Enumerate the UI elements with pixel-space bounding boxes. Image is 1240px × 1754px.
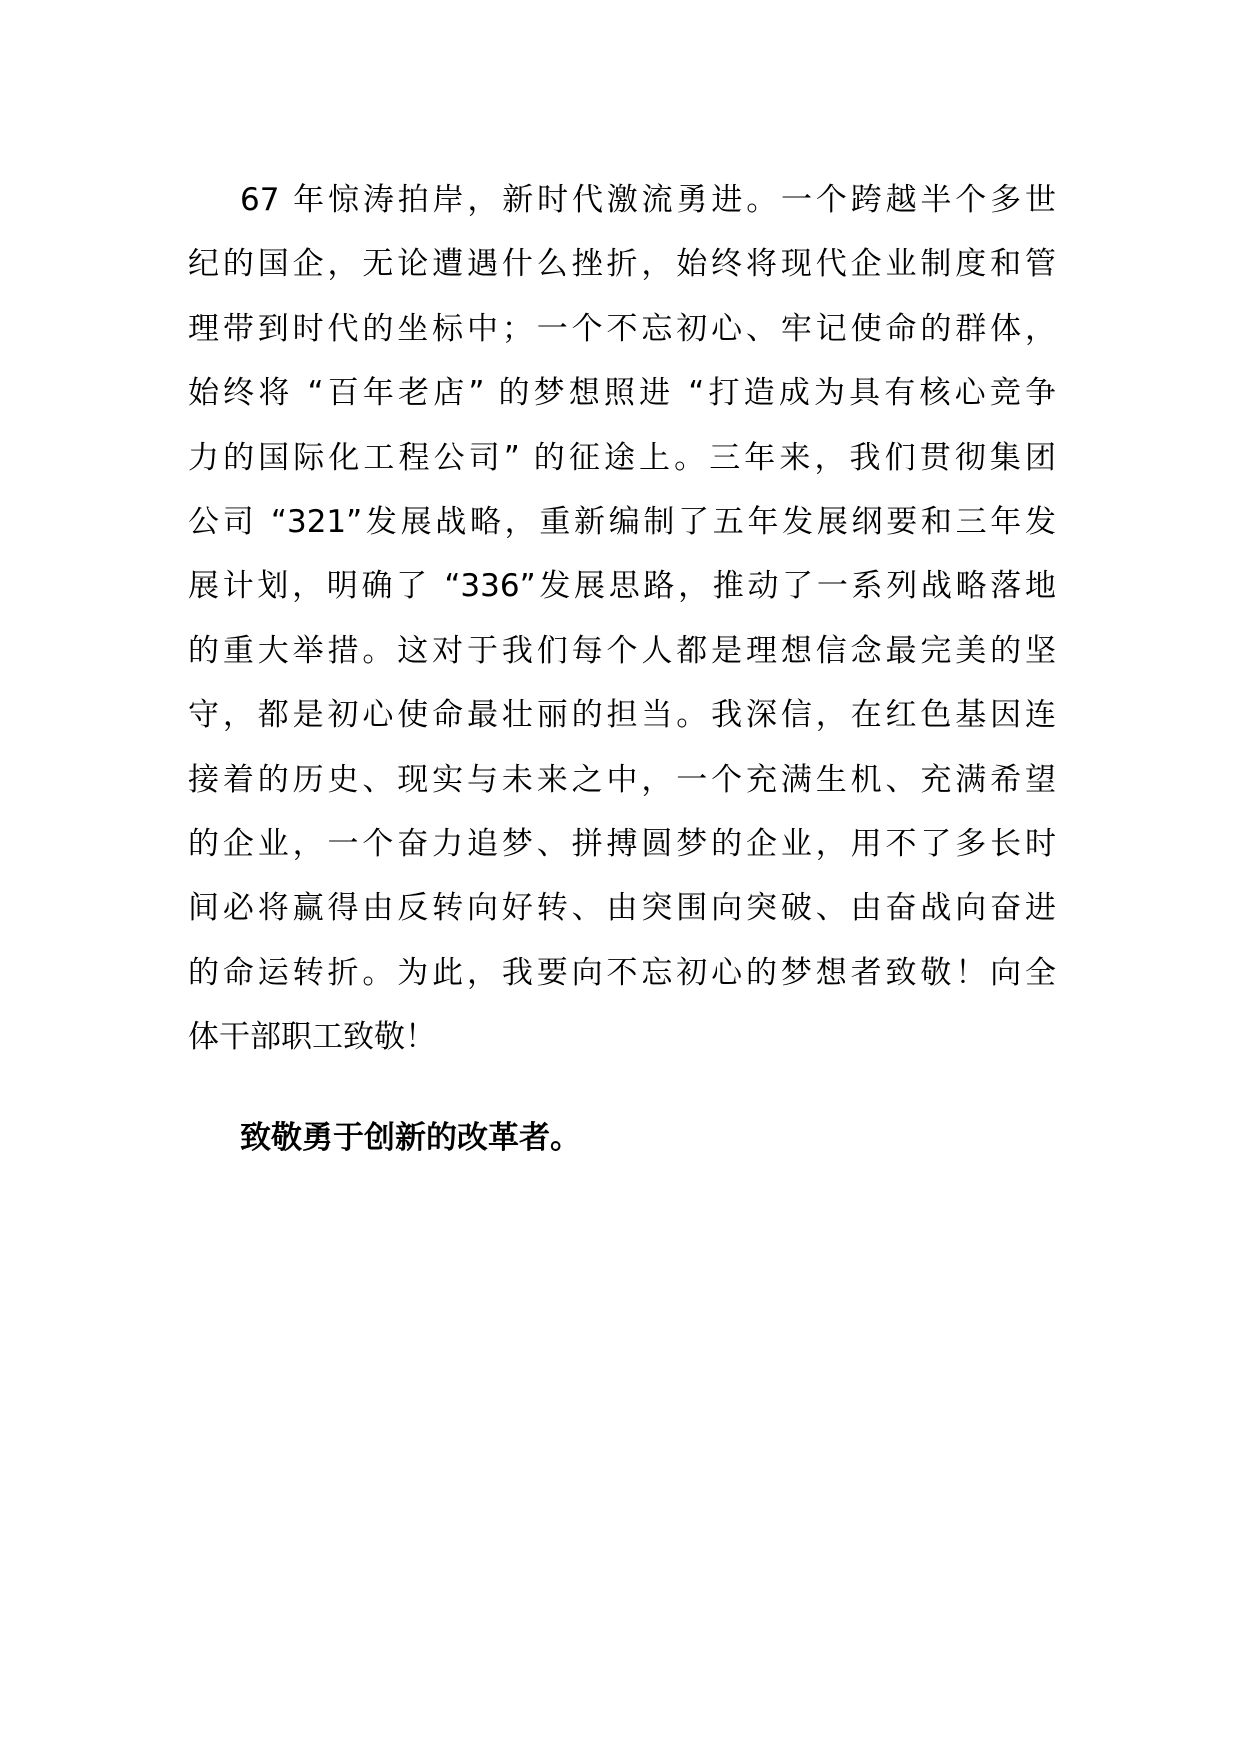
paragraph-line: 的企业，一个奋力追梦、拼搏圆梦的企业，用不了多长时: [188, 825, 1056, 862]
paragraph-line: 的命运转折。为此，我要向不忘初心的梦想者致敬！向全: [188, 954, 1056, 991]
section-heading: 致敬勇于创新的改革者。: [240, 1120, 581, 1156]
paragraph-line: 67 年惊涛拍岸，新时代激流勇进。一个跨越半个多世: [240, 182, 1056, 218]
body-paragraph: [188, 168, 1056, 1069]
paragraph-line: 的重大举措。这对于我们每个人都是理想信念最完美的坚: [188, 632, 1056, 669]
paragraph-line: 守，都是初心使命最壮丽的担当。我深信，在红色基因连: [188, 697, 1056, 734]
paragraph-line: 理带到时代的坐标中；一个不忘初心、牢记使命的群体，: [188, 310, 1056, 347]
paragraph-line: 始终将 “百年老店” 的梦想照进 “打造成为具有核心竞争: [188, 375, 1056, 412]
paragraph-line: 纪的国企，无论遭遇什么挫折，始终将现代企业制度和管: [188, 246, 1056, 283]
paragraph-line: 接着的历史、现实与未来之中，一个充满生机、充满希望: [188, 761, 1056, 798]
paragraph-line: 公司 “321”发展战略，重新编制了五年发展纲要和三年发: [188, 503, 1056, 540]
paragraph-line: 间必将赢得由反转向好转、由突围向突破、由奋战向奋进: [188, 890, 1056, 927]
paragraph-line: 力的国际化工程公司” 的征途上。三年来，我们贯彻集团: [188, 439, 1056, 476]
paragraph-line: 展计划，明确了 “336”发展思路，推动了一系列战略落地: [188, 568, 1056, 605]
paragraph-line: 体干部职工致敬！: [188, 1019, 436, 1056]
